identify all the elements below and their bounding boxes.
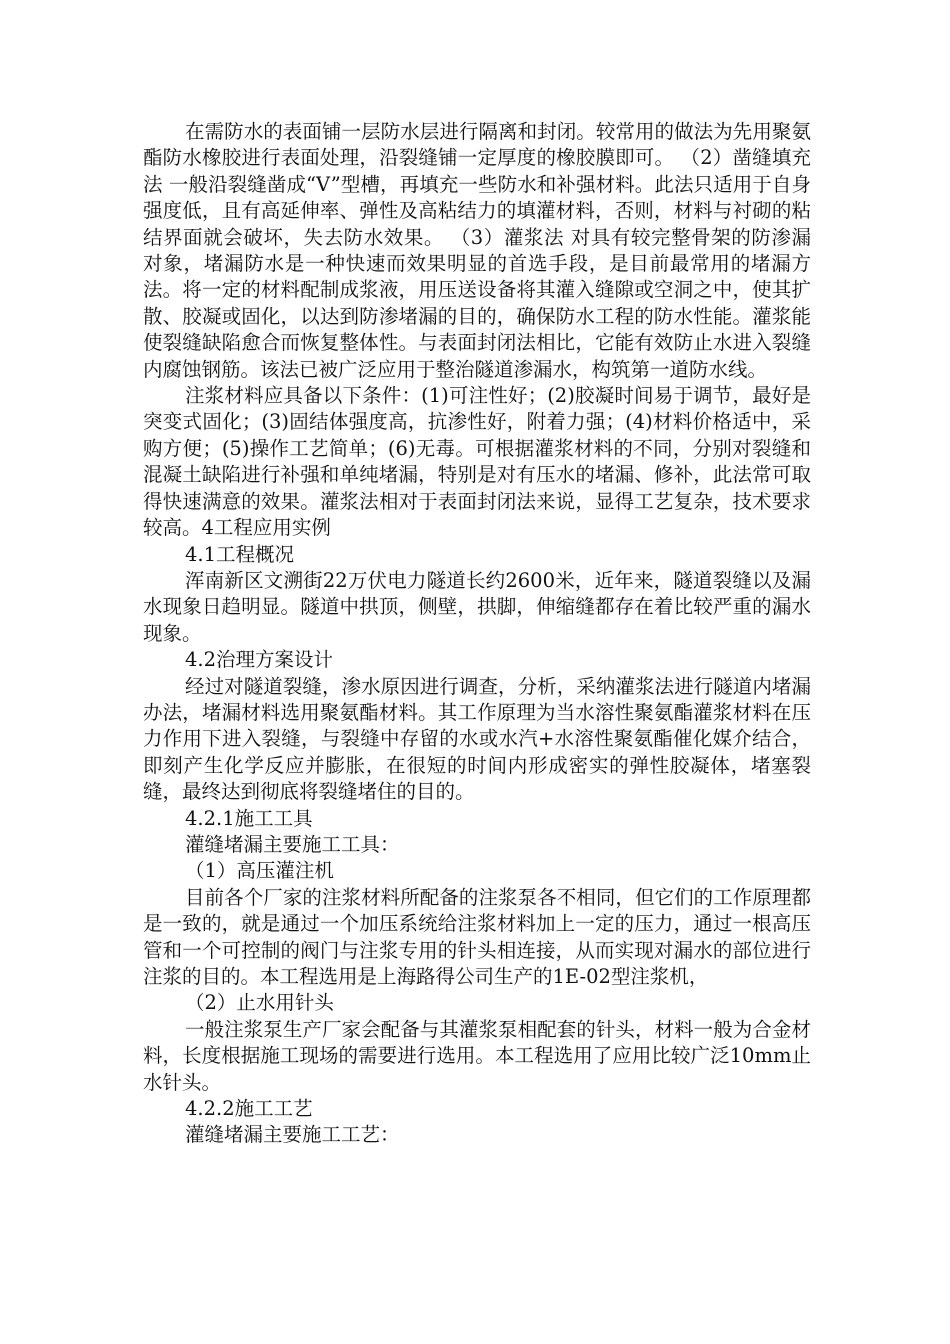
heading-construction-tools: 4.2.1施工工具 xyxy=(185,806,313,830)
paragraph-project-overview: 浑南新区文溯街22万伏电力隧道长约2600米，近年来，隧道裂缝以及漏水现象日趋明显。隧道中拱顶，侧壁，拱脚，伸缩缝都存在着比较严重的漏水现象。 xyxy=(143,568,811,645)
paragraph-process-intro: 灌缝堵漏主要施工工艺： xyxy=(185,1123,400,1147)
paragraph-grout-requirements: 注浆材料应具备以下条件：(1)可注性好；(2)胶凝时间易于调节，最好是突变式固化；(3)固结体强度高，抗渗性好，附着力强；(4)材料价格适中，采购方便；(5)操作工艺简单；(6)无毒。可根据灌浆材料的不同，分别对裂缝和混凝土缺陷进行补强和单纯堵漏，特别是对有压水的堵漏、修补，此法常可取得快速满意的效果。灌浆法相对于表面封闭法来说，显得工艺复杂，技术要求较高。4工程应用实例 xyxy=(143,384,811,540)
heading-project-overview: 4.1工程概况 xyxy=(185,542,295,566)
paragraph-sealing-needle: 一般注浆泵生产厂家会配备与其灌浆泵相配套的针头，材料一般为合金材料，长度根据施工现场的需要进行选用。本工程选用了应用比较广泛10mm止水针头。 xyxy=(143,1017,811,1094)
heading-high-pressure-injector: （1）高压灌注机 xyxy=(185,859,334,883)
document-page xyxy=(143,119,811,1149)
heading-sealing-needle: （2）止水用针头 xyxy=(185,991,334,1015)
paragraph-high-pressure-injector: 目前各个厂家的注浆材料所配备的注浆泵各不相同，但它们的工作原理都是一致的，就是通过一个加压系统给注浆材料加上一定的压力，通过一根高压管和一个可控制的阀门与注浆专用的针头相连接，从而实现对漏水的部位进行注浆的目的。本工程选用是上海路得公司生产的1E-02型注浆机， xyxy=(143,885,811,988)
paragraph-treatment-plan: 经过对隧道裂缝，渗水原因进行调查，分析，采纳灌浆法进行隧道内堵漏办法，堵漏材料选用聚氨酯材料。其工作原理为当水溶性聚氨酯灌浆材料在压力作用下进入裂缝，与裂缝中存留的水或水汽+水溶性聚氨酯催化媒介结合，即刻产生化学反应并膨胀，在很短的时间内形成密实的弹性胶凝体，堵塞裂缝，最终达到彻底将裂缝堵住的目的。 xyxy=(143,674,811,804)
heading-treatment-plan: 4.2治理方案设计 xyxy=(185,648,334,672)
paragraph-sealing-methods: 在需防水的表面铺一层防水层进行隔离和封闭。较常用的做法为先用聚氨酯防水橡胶进行表面处理，沿裂缝铺一定厚度的橡胶膜即可。 （2）凿缝填充法 一般沿裂缝凿成“V”型槽，再填充一些防水和补强材料。此法只适用于自身强度低，且有高延伸率、弹性及高粘结力的填灌材料，否则，材料与衬砌的粘结界面就会破坏，失去防水效果。 （3）灌浆法 对具有较完整骨架的防渗漏对象，堵漏防水是一种快速而效果明显的首选手段，是目前最常用的堵漏方法。将一定的材料配制成浆液，用压送设备将其灌入缝隙或空洞之中，使其扩散、胶凝或固化，以达到防渗堵漏的目的，确保防水工程的防水性能。灌浆能使裂缝缺陷愈合而恢复整体性。与表面封闭法相比，它能有效防止水进入裂缝内腐蚀钢筋。该法已被广泛应用于整治隧道渗漏水，构筑第一道防水线。 xyxy=(143,120,811,381)
heading-construction-process: 4.2.2施工工艺 xyxy=(185,1097,313,1121)
paragraph-tools-intro: 灌缝堵漏主要施工工具： xyxy=(185,832,400,856)
